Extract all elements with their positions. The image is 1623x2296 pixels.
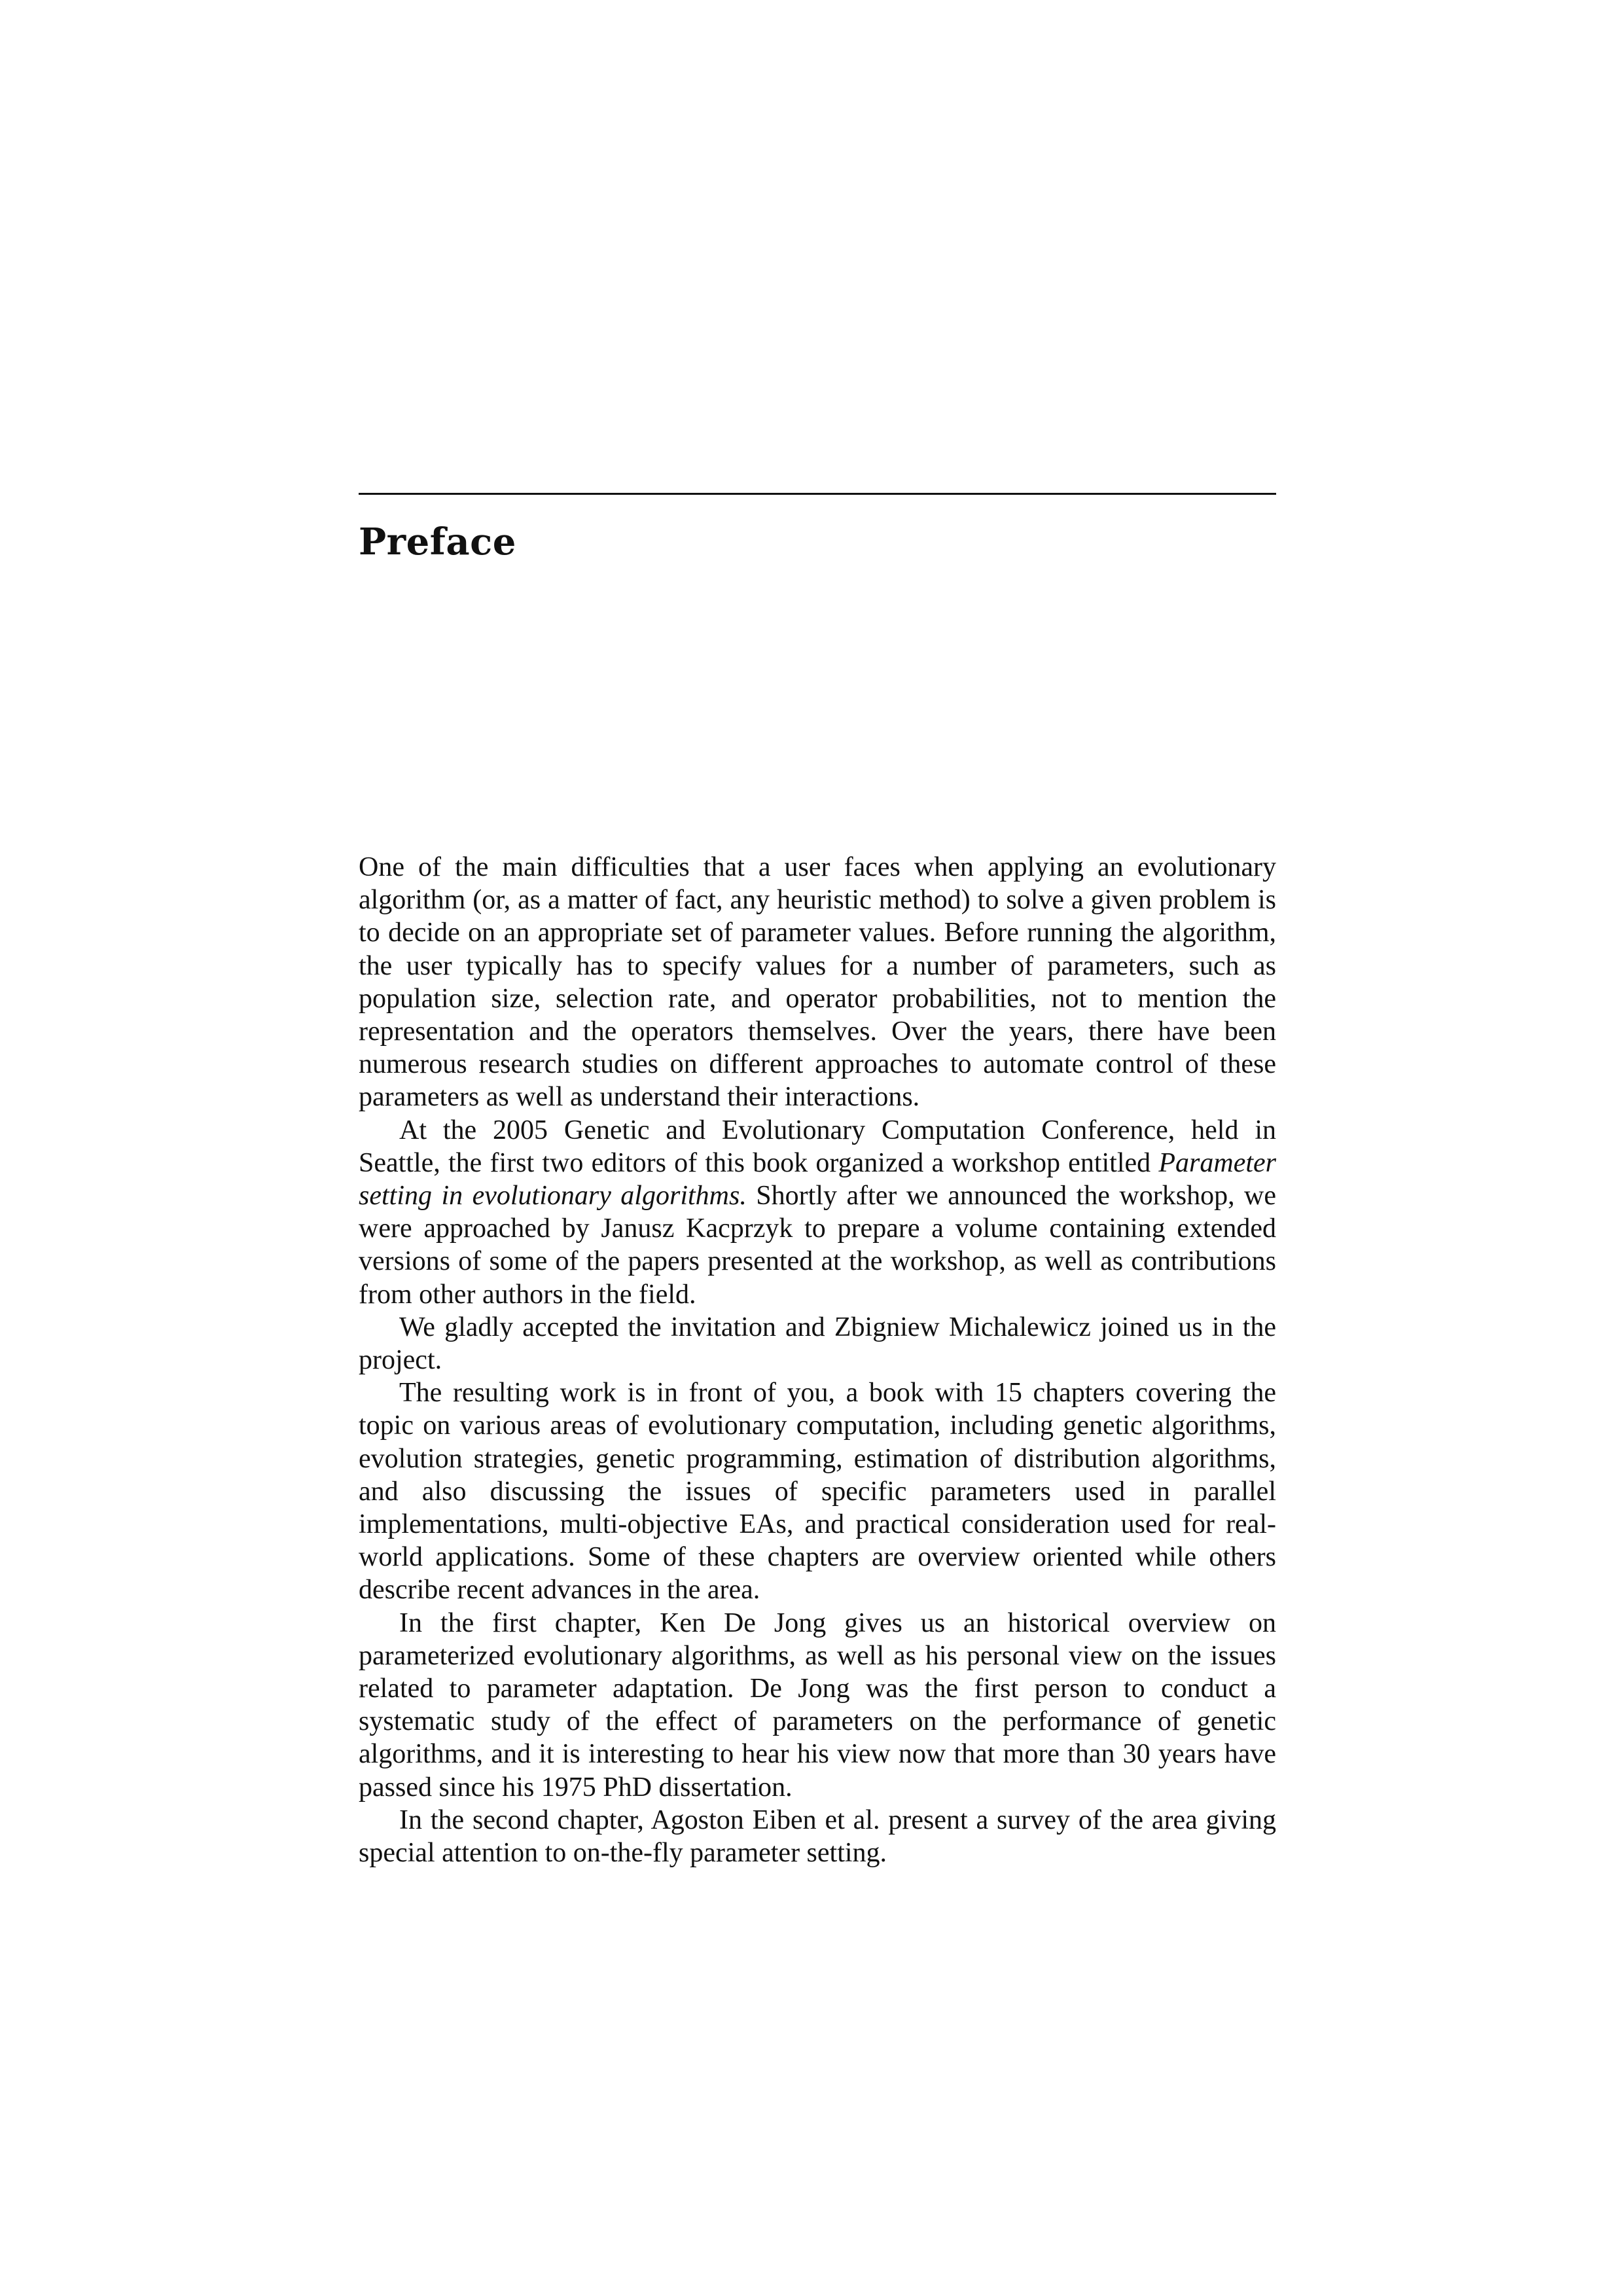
paragraph-5: In the first chapter, Ken De Jong gives us an historical overview on parameterized evolutionary algorithms, as well as his personal view on the issues related to parameter adaptation. De Jong was the first person to conduct a systematic study of the effect of parameters on the performance of genetic algorithms, and it is interesting to hear his view now that more than 30 years have passed since his 1975 PhD dissertation. [359, 1607, 1276, 1803]
paragraph-6: In the second chapter, Agoston Eiben et al. present a survey of the area giving special attention to on-the-fly parameter setting. [359, 1804, 1276, 1869]
paragraph-3: We gladly accepted the invitation and Zbigniew Michalewicz joined us in the project. [359, 1312, 1276, 1376]
page-title: Preface [359, 520, 516, 564]
paragraph-2 [359, 1114, 1276, 1311]
heading-rule [359, 493, 1276, 495]
paragraph-2-lead: At the 2005 Genetic and Evolutionary Computation Conference, held in Seattle, the first two editors of this book organized a workshop entitled [359, 1115, 1276, 1178]
paragraph-4: The resulting work is in front of you, a book with 15 chapters covering the topic on various areas of evolutionary computation, including genetic algorithms, evolution strategies, genetic programming, estimation of distribution algorithms, and also discussing the issues of specific parameters used in parallel implementations, multi-objective EAs, and practical consideration used for real-world applications. Some of these chapters are overview oriented while others describe recent advances in the area. [359, 1378, 1276, 1605]
paragraph-1: One of the main difficulties that a user faces when applying an evolutionary algorithm (or, as a matter of fact, any heuristic method) to solve a given problem is to decide on an appropriate set of parameter values. Before running the algorithm, the user typically has to specify values for a number of parameters, such as population size, selection rate, and operator probabilities, not to mention the representation and the operators themselves. Over the years, there have been numerous research studies on different approaches to automate control of these parameters as well as understand their interactions. [359, 852, 1276, 1113]
workshop-title: Parameter setting in evolutionary algorithms. [359, 1147, 1276, 1211]
paragraph-2-rest: Shortly after we announced the workshop, we were approached by Janusz Kacprzyk to prepare a volume containing extended versions of some of the papers presented at the workshop, as well as contributions from other authors in the field. [359, 1181, 1276, 1310]
preface-body [359, 851, 1276, 1869]
